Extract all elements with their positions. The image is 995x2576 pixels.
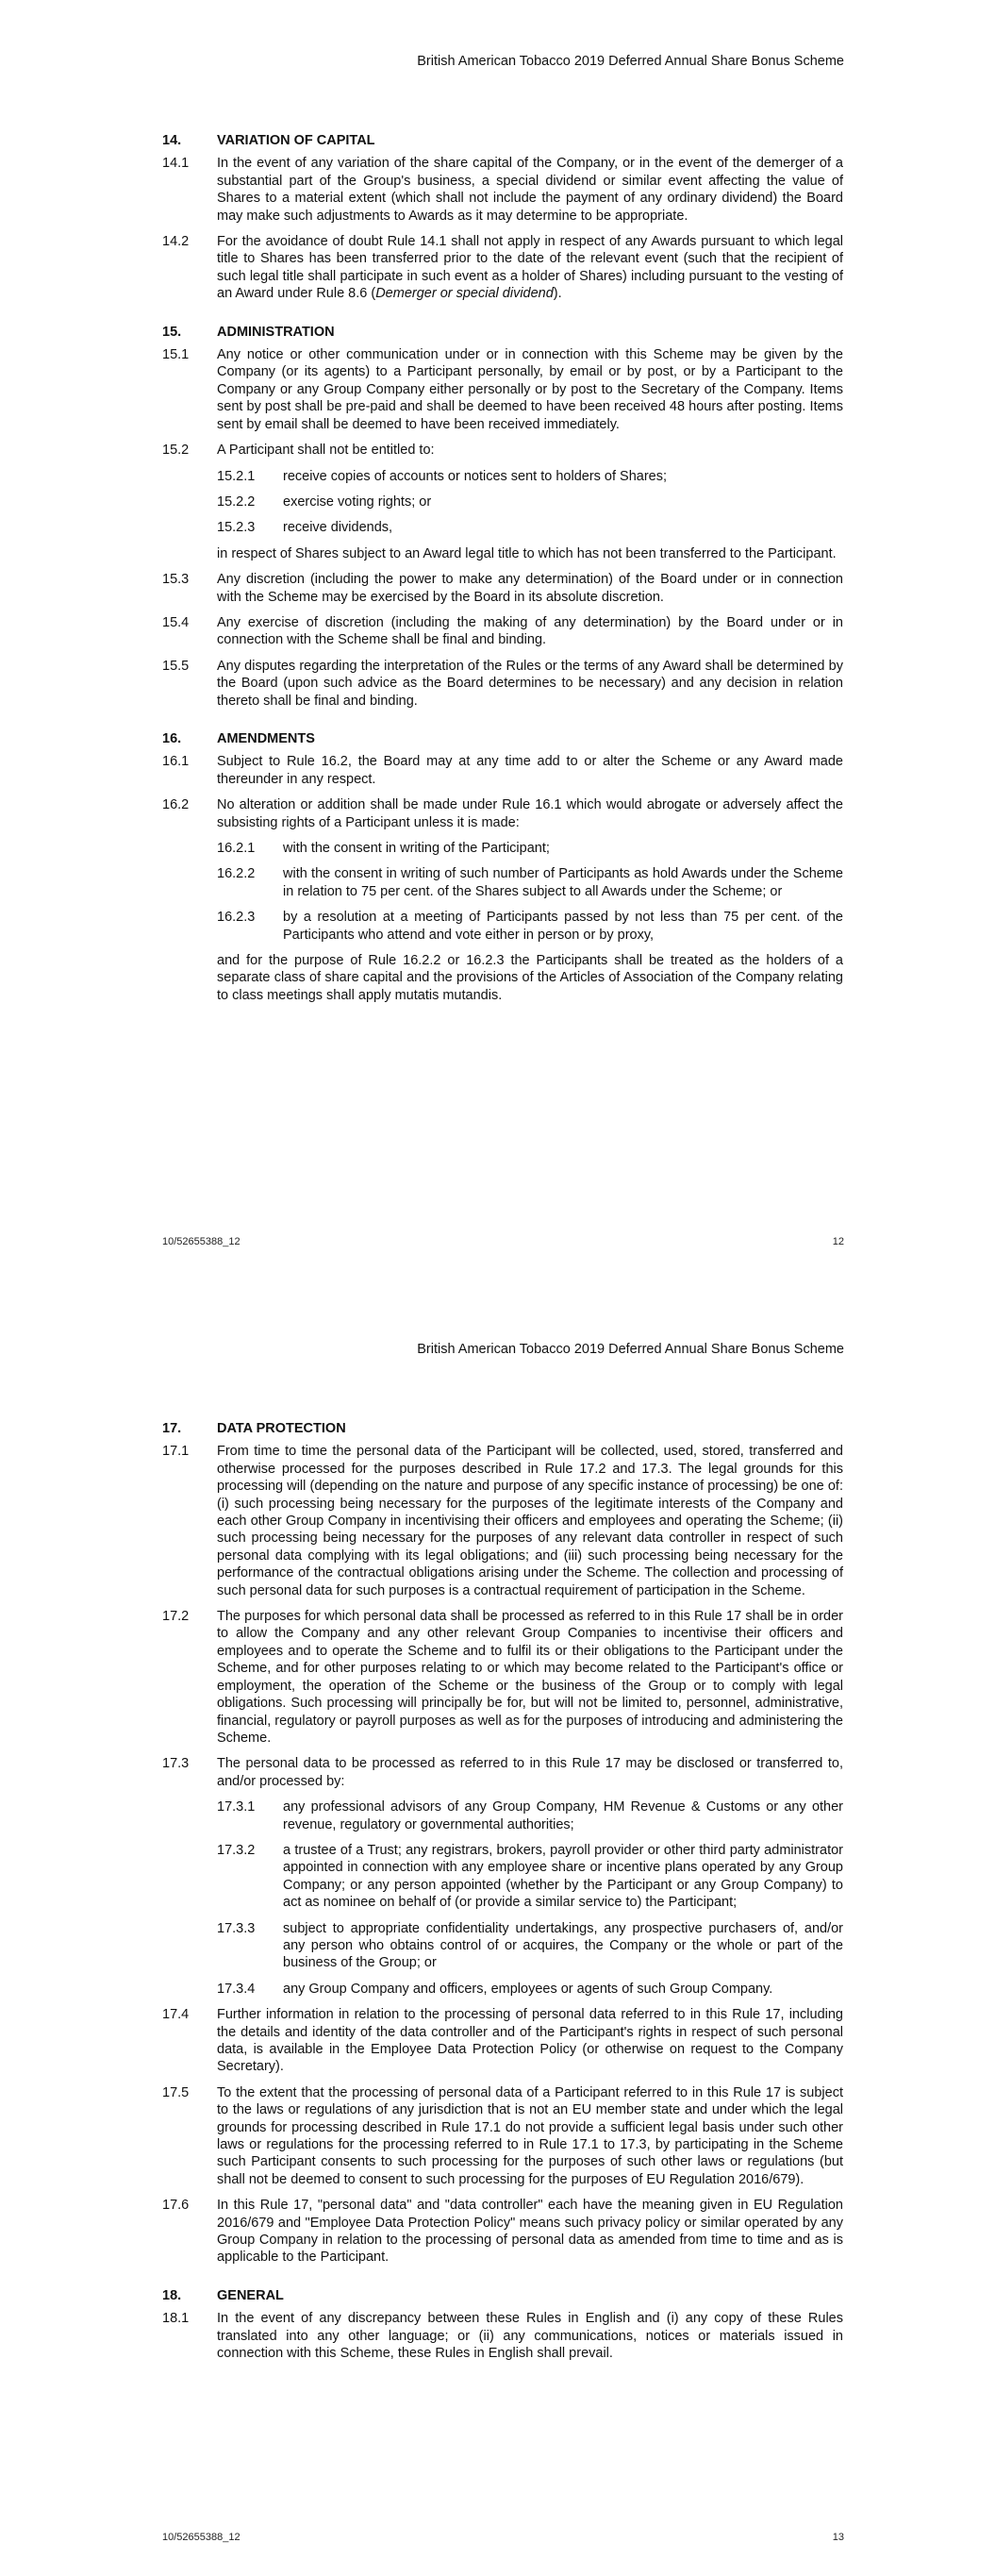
clause-number: 17.5 <box>162 2084 190 2100</box>
clause-number: 15.5 <box>162 658 190 674</box>
section-title: GENERAL <box>217 2287 284 2303</box>
section-title: AMENDMENTS <box>217 730 315 746</box>
subclause-text: exercise voting rights; or <box>283 493 432 510</box>
subclause-number: 17.3.4 <box>217 1981 256 1997</box>
clause <box>162 2084 843 2188</box>
subclause-text: any Group Company and officers, employees or agents of such Group Company. <box>283 1981 773 1997</box>
section-number: 16. <box>162 730 182 746</box>
subclause-number: 15.2.2 <box>217 493 256 510</box>
page-13 <box>0 1288 995 2576</box>
clause <box>162 2197 843 2267</box>
clause <box>162 1443 843 1599</box>
clause-text-main: No alteration or addition shall be made under Rule 16.1 which would abrogate or adversely affect the subsisting rights of a Participant unless it is made: <box>217 797 843 830</box>
clause-text-main: The purposes for which personal data shall be processed as referred to in this Rule 17 shall be in order to allow the Company and any other relevant Group Companies to incentivise their officers and employees and to operate the Scheme and to fulfil its or their obligations to the Participant under the Scheme, and for other purposes relating to or which may become related to the Participant's office or employment, the operation of the Scheme or the business of the Group or to comply with legal obligations. Such processing will principally be for, but will not be limited to, personnel, administrative, financial, regulatory or payroll purposes as well as for the purposes of introducing and administering the Scheme. <box>217 1609 843 1746</box>
clause-text <box>217 233 843 303</box>
clause-text-main: For the avoidance of doubt Rule 14.1 shall not apply in respect of any Awards pursuant to which legal title to Shares has been transferred prior to the date of the relevant event (such that the recipient of such legal title shall participate in such event as a holder of Shares) including pursuant to the vesting of an Award under Rule 8.6 ( <box>217 234 843 302</box>
clause-number: 15.3 <box>162 572 190 588</box>
clause-number: 17.3 <box>162 1756 190 1772</box>
section-heading <box>162 324 843 341</box>
subclause-number: 17.3.3 <box>217 1920 256 1936</box>
clause <box>162 442 843 459</box>
section-title: VARIATION OF CAPITAL <box>217 133 375 148</box>
clause-number: 16.2 <box>162 797 190 813</box>
clause-text-main: In the event of any discrepancy between these Rules in English and (i) any copy of these Rules translated into any other language; or (ii) any communications, notices or materials issued in connection with this Scheme, these Rules in English shall prevail. <box>217 2311 843 2362</box>
subclause <box>217 909 843 944</box>
footer-reference: 10/52655388_12 <box>162 1236 240 1247</box>
subclause <box>217 493 843 510</box>
section-number: 18. <box>162 2287 182 2303</box>
clause-text <box>217 1608 843 1747</box>
clause-text <box>217 1755 843 1790</box>
clause-text <box>217 2197 843 2267</box>
clause-text <box>217 658 843 710</box>
page-body <box>162 132 843 1012</box>
clause-text <box>217 155 843 225</box>
section-heading <box>162 730 843 747</box>
clause-number: 14.1 <box>162 156 190 172</box>
clause <box>162 233 843 303</box>
clause-text <box>217 2310 843 2362</box>
clause-number: 17.6 <box>162 2198 190 2214</box>
subclause-number: 15.2.1 <box>217 468 256 484</box>
clause-text-main: In this Rule 17, "personal data" and "data controller" each have the meaning given in EU Regulation 2016/679 and "Employee Data Protection Policy" means such privacy policy or similar operated by any Group Company in relation to the processing of personal data as amended from time to time and as is applicable to the Participant. <box>217 2198 843 2266</box>
clause-text <box>217 753 843 788</box>
section-heading <box>162 1420 843 1437</box>
subclause <box>217 1842 843 1912</box>
section-title: ADMINISTRATION <box>217 324 335 340</box>
clause-text-main: From time to time the personal data of the Participant will be collected, used, stored, transferred and otherwise processed for the purposes described in Rule 17.2 and 17.3. The legal grounds for this processing will (depending on the nature and purpose of any specific instance of processing) be one of: (i) such processing being necessary for the purposes of the legitimate interests of the Company and each other Group Company in incentivising their officers and employees and operating the Scheme; (ii) such processing being necessary for the purposes of any relevant data controller in respect of such personal data complying with its legal obligations; and (iii) such processing being necessary for the performance of the contractual obligations arising under the Scheme. The collection and processing of such personal data for such purposes is a contractual requirement of participation in the Scheme. <box>217 1444 843 1598</box>
subclause-number: 17.3.2 <box>217 1842 256 1858</box>
subclause-number: 17.3.1 <box>217 1799 256 1815</box>
clause <box>162 753 843 788</box>
clause-text-main: A Participant shall not be entitled to: <box>217 443 435 459</box>
clause <box>162 571 843 606</box>
clause-text-main: Any disputes regarding the interpretation of the Rules or the terms of any Award shall be determined by the Board (upon such advice as the Board determines to be necessary) and any decision in relation thereto shall be final and binding. <box>217 658 843 709</box>
running-header: British American Tobacco 2019 Deferred Annual Share Bonus Scheme <box>417 1342 844 1357</box>
clause-text <box>217 614 843 649</box>
clause-text-italic: Demerger or special dividend <box>375 286 554 302</box>
clause-number: 15.1 <box>162 347 190 363</box>
page-number: 13 <box>832 2532 844 2543</box>
section-number: 14. <box>162 133 182 148</box>
subclause <box>217 1981 843 1998</box>
section-heading <box>162 2287 843 2304</box>
clause-number: 17.4 <box>162 2007 190 2023</box>
subclause <box>217 468 843 485</box>
page-number: 12 <box>832 1236 844 1247</box>
subclause <box>217 1920 843 1972</box>
subclause <box>217 840 843 857</box>
footer-reference: 10/52655388_12 <box>162 2532 240 2543</box>
subclause-text: with the consent in writing of the Participant; <box>283 841 550 856</box>
subclause-text: by a resolution at a meeting of Participants passed by not less than 75 per cent. of the Participants who attend and vote either in person or by proxy, <box>283 910 843 943</box>
clause-text-main: Any discretion (including the power to make any determination) of the Board under or in connection with the Scheme may be exercised by the Board in its absolute discretion. <box>217 572 843 605</box>
clause-number: 18.1 <box>162 2311 190 2327</box>
clause-text-main: Subject to Rule 16.2, the Board may at any time add to or alter the Scheme or any Award made thereunder in any respect. <box>217 754 843 787</box>
clause-number: 15.4 <box>162 614 190 630</box>
clause-text <box>217 571 843 606</box>
clause-number: 17.1 <box>162 1444 190 1460</box>
clause-number: 14.2 <box>162 234 190 250</box>
subclause-text: receive copies of accounts or notices sent to holders of Shares; <box>283 468 668 484</box>
clause-text <box>217 346 843 433</box>
subclause-text: subject to appropriate confidentiality undertakings, any prospective purchasers of, and/or any person who obtains control of or acquires, the Company or the whole or part of the business of the Group; or <box>283 1920 843 1971</box>
section-number: 17. <box>162 1421 182 1436</box>
clause-number: 15.2 <box>162 443 190 459</box>
subclause-number: 16.2.3 <box>217 910 256 926</box>
subclause-text: any professional advisors of any Group Company, HM Revenue & Customs or any other revenue, regulatory or governmental authorities; <box>283 1799 843 1832</box>
clause <box>162 796 843 831</box>
section-number: 15. <box>162 324 182 340</box>
continuation-text: and for the purpose of Rule 16.2.2 or 16.2.3 the Participants shall be treated as the holders of a separate class of share capital and the provisions of the Articles of Association of the Company relating to class meetings shall apply mutatis mutandis. <box>217 953 843 1003</box>
subclause <box>217 1798 843 1833</box>
clause-number: 17.2 <box>162 1609 190 1625</box>
subclause <box>217 865 843 900</box>
clause-text-main: The personal data to be processed as referred to in this Rule 17 may be disclosed or transferred to, and/or processed by: <box>217 1756 843 1789</box>
section-title: DATA PROTECTION <box>217 1421 346 1436</box>
clause <box>162 2310 843 2362</box>
subclause-number: 16.2.2 <box>217 866 256 882</box>
continuation-text: in respect of Shares subject to an Award legal title to which has not been transferred to the Participant. <box>217 545 837 561</box>
clause <box>162 2006 843 2076</box>
clause <box>162 658 843 710</box>
clause-text <box>217 2084 843 2188</box>
running-header: British American Tobacco 2019 Deferred Annual Share Bonus Scheme <box>417 54 844 69</box>
clause <box>162 346 843 433</box>
clause <box>162 1608 843 1747</box>
clause-text-main: Further information in relation to the processing of personal data referred to in this Rule 17, including the details and identity of the data controller and of the Participant's rights in respect of such personal data, is available in the Employee Data Protection Policy (or otherwise on request to the Company Secretary). <box>217 2007 843 2075</box>
clause <box>162 614 843 649</box>
clause-text-end: ). <box>553 286 562 302</box>
clause-text <box>217 1443 843 1599</box>
clause-text <box>217 2006 843 2076</box>
clause-number: 16.1 <box>162 754 190 770</box>
subclause-number: 15.2.3 <box>217 520 256 536</box>
clause-text-main: Any notice or other communication under or in connection with this Scheme may be given by the Company (or its agents) to a Participant personally, by email or by post, or by a Participant to the Company or any Group Company either personally or by post to the Secretary of the Company. Items sent by post shall be pre-paid and shall be deemed to have been received 48 hours after posting. Items sent by email shall be deemed to have been received immediately. <box>217 347 843 432</box>
clause <box>162 155 843 225</box>
page-body <box>162 1420 843 2371</box>
subclause-text: receive dividends, <box>283 520 393 536</box>
subclause-text: a trustee of a Trust; any registrars, brokers, payroll provider or other third party administrator appointed in connection with any employee share or incentive plans operated by any Group Company; or any person appointed (whether by the Participant or any Group Company) to act as nominee on behalf of (or provide a similar service to) the Participant; <box>283 1842 843 1911</box>
subclause-number: 16.2.1 <box>217 841 256 856</box>
clause-text <box>217 796 843 831</box>
subclause <box>217 519 843 536</box>
clause-text <box>217 442 843 459</box>
clause-text-main: In the event of any variation of the share capital of the Company, or in the event of the demerger of a substantial part of the Group's business, a special dividend or similar event affecting the value of Shares to a material extent (which shall not include the payment of any ordinary dividend) the Board may make such adjustments to Awards as it may determine to be appropriate. <box>217 156 843 224</box>
clause <box>162 1755 843 1790</box>
clause-text-main: To the extent that the processing of personal data of a Participant referred to in this Rule 17 is subject to the laws or regulations of any jurisdiction that is not an EU member state and under which the legal grounds for processing described in Rule 17.1 do not provide a sufficient legal basis under such other laws or regulations for the processing referred to in Rule 17.1 to 17.3, by participating in the Scheme such Participant consents to such processing for the purposes of such other laws or regulations (but shall not be deemed to consent to such processing for the purposes of EU Regulation 2016/679). <box>217 2084 843 2187</box>
section-heading <box>162 132 843 149</box>
subclause-text: with the consent in writing of such number of Participants as hold Awards under the Scheme in relation to 75 per cent. of the Shares subject to all Awards under the Scheme; or <box>283 866 843 899</box>
clause-text-main: Any exercise of discretion (including the making of any determination) by the Board under or in connection with the Scheme shall be final and binding. <box>217 614 843 648</box>
